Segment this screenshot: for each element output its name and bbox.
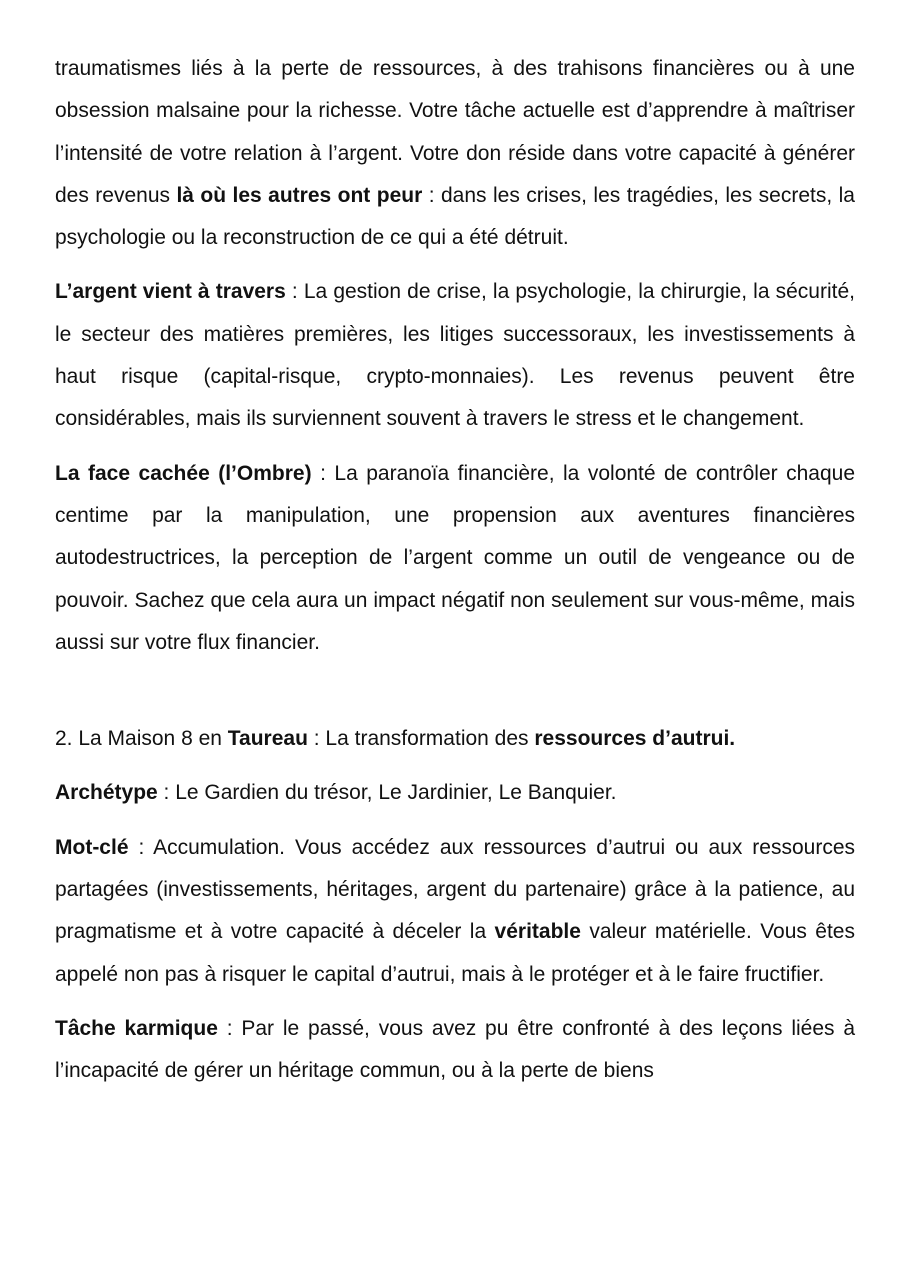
body-text: valeur matérielle. Vous êtes appelé non pas à risquer le capital d’autrui, mais à le protéger et à le faire fructifier. [55,920,855,986]
bold-text: véritable [494,920,581,944]
body-text: : Accumulation. Vous accédez aux ressources d’autrui ou aux ressources partagées (investissements, héritages, argent du partenaire) grâce à la patience, au pragmatisme et à votre capacité à déceler la [55,835,855,944]
paragraph-section-heading [55,718,855,760]
paragraph-intro-continued [55,48,855,259]
bold-text: Taureau [227,727,308,751]
paragraph-face-cachee [55,453,855,664]
bold-text: La face cachée (l’Ombre) [55,461,312,485]
bold-text: Mot-clé [55,835,129,859]
body-text: : dans les crises, les tragédies, les secrets, la psychologie ou la reconstruction de ce qui a été détruit. [55,183,855,250]
paragraph-archetype [55,772,855,814]
paragraph-spacer [55,676,855,718]
paragraph-mot-cle [55,827,855,996]
body-text: : Par le passé, vous avez pu être confronté à des leçons liées à l’incapacité de gérer un héritage commun, ou à la perte de biens [55,1016,855,1083]
bold-text: L’argent vient à travers [55,280,286,304]
bold-text: Tâche karmique [55,1016,218,1040]
paragraph-tache-karmique [55,1008,855,1093]
bold-text: là où les autres ont peur [176,183,423,207]
bold-text: Archétype [55,781,158,805]
body-text: : La paranoïa financière, la volonté de contrôler chaque centime par la manipulation, une propension aux aventures financières autodestructrices, la perception de l’argent comme un outil de vengeance ou de pouvoir. Sachez que cela aura un impact négatif non seulement sur vous-même, mais aussi sur votre flux financier. [55,461,855,654]
body-text: traumatismes liés à la perte de ressources, à des trahisons financières ou à une obsession malsaine pour la richesse. Votre tâche actuelle est d’apprendre à maîtriser l’intensité de votre relation à l’argent. Votre don réside dans votre capacité à générer des revenus [55,57,855,207]
body-text: : La gestion de crise, la psychologie, la chirurgie, la sécurité, le secteur des matières premières, les litiges successoraux, les investissements à haut risque (capital-risque, crypto-monnaies). Les revenus peuvent être considérables, mais ils surviennent souvent à travers le stress et le changement. [55,280,855,431]
body-text: : Le Gardien du trésor, Le Jardinier, Le Banquier. [157,781,617,805]
bold-text: ressources d’autrui. [534,727,736,751]
paragraph-argent-vient [55,271,855,440]
body-text: 2. La Maison 8 en [55,727,228,751]
body-text: : La transformation des [307,727,535,751]
document-page [55,48,855,1105]
